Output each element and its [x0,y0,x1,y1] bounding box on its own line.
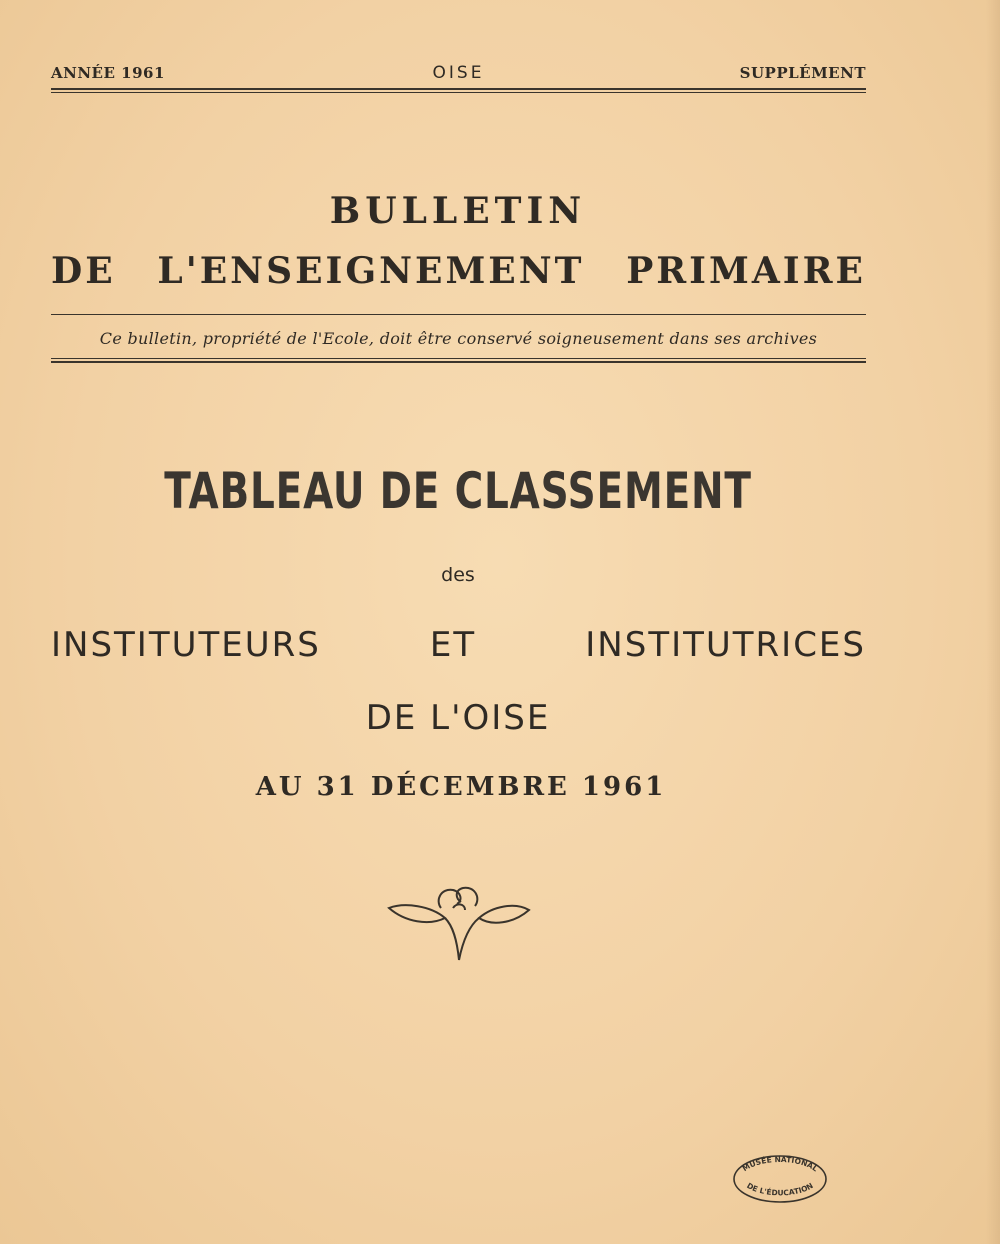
leaf-ornament-icon [383,878,533,968]
connector-word: des [441,564,475,586]
stamp-top-text: MUSÉE NATIONAL [740,1154,820,1174]
main-heading: TABLEAU DE CLASSEMENT [164,462,752,520]
bulletin-title: BULLETIN [329,190,587,232]
svg-text:DE L'ÉDUCATION [745,1181,814,1197]
notice-rule-bottom-2 [51,361,866,363]
region-line: DE L'OISE [365,698,551,738]
header-row [51,62,866,84]
notice-rule-bottom-1 [51,358,866,359]
header-department: OISE [432,63,485,83]
header-rule-top [51,88,866,90]
page-edge-shadow [986,0,1000,1244]
header-year: ANNÉE 1961 [51,64,165,82]
header-edition: SUPPLÉMENT [739,64,866,82]
notice-rule-top [51,314,866,315]
bulletin-subtitle: DE L'ENSEIGNEMENT PRIMAIRE [51,250,866,292]
date-line: AU 31 DÉCEMBRE 1961 [255,772,667,802]
svg-text:MUSÉE NATIONAL [741,1155,820,1174]
archive-notice: Ce bulletin, propriété de l'Ecole, doit être conservé soigneusement dans ses archives [99,329,818,348]
stamp-bottom-text: DE L'ÉDUCATION [745,1180,815,1198]
museum-stamp-icon [731,1153,829,1205]
header-rule-bottom [51,92,866,93]
subject-line: INSTITUTEURS ET INSTITUTRICES [51,625,866,665]
